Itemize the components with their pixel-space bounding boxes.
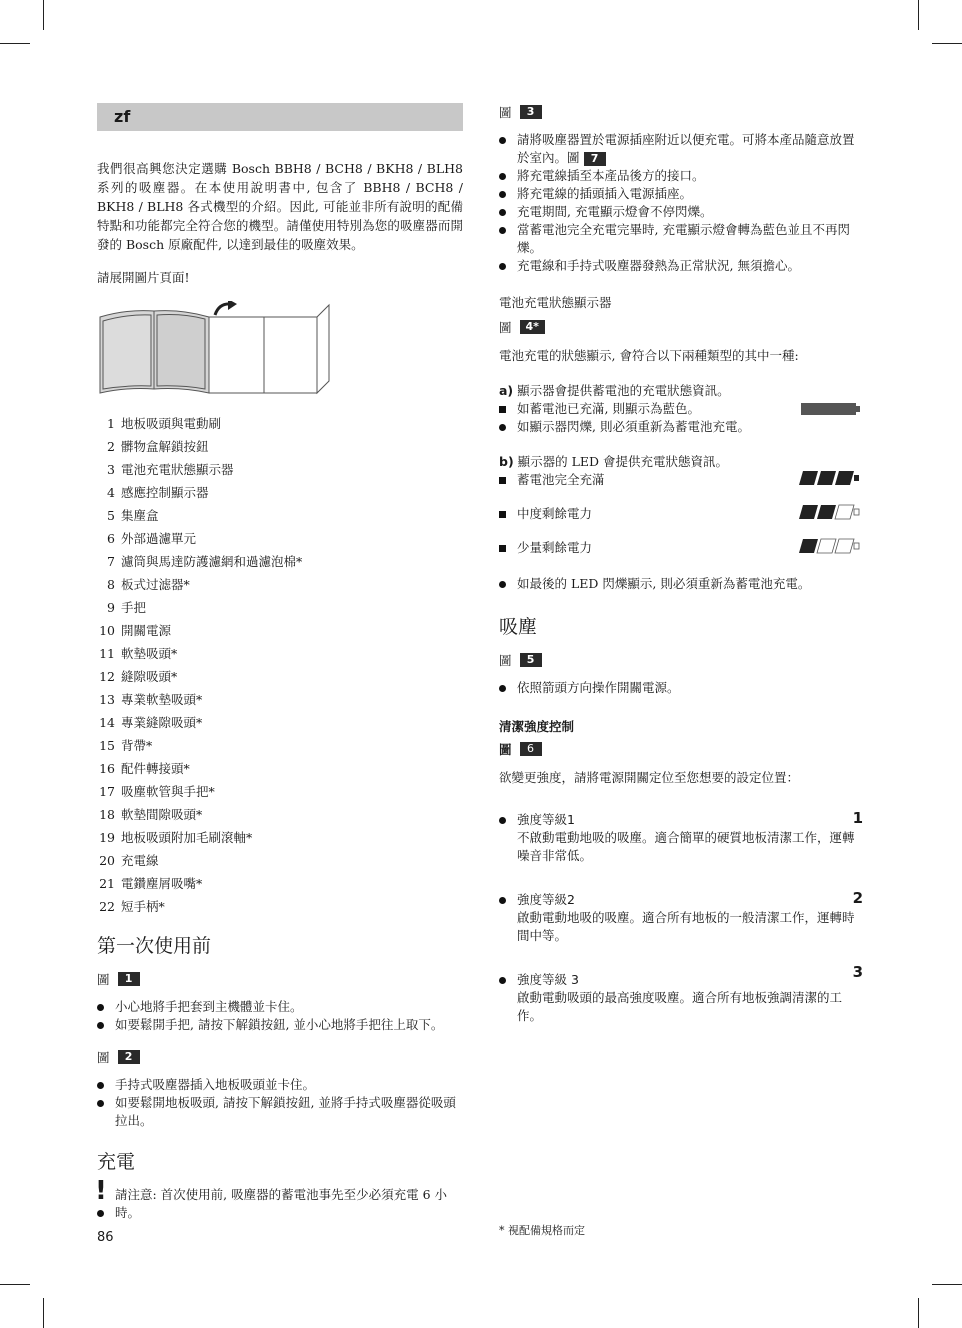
crop-mark (918, 0, 919, 30)
type-a-block (499, 400, 865, 436)
unfold-note: 請展開圖片頁面! (97, 270, 190, 285)
led-level-row (499, 539, 865, 573)
bullet-list (97, 1076, 463, 1130)
battery-2-led-icon (799, 503, 861, 521)
list-item: 將充電線的插頭插入電源插座。 (499, 185, 865, 203)
list-item: 2 強度等級2 啟動電動地吸的吸塵。適合所有地板的一般清潔工作，運轉時間中等。 (499, 891, 865, 945)
list-item: 當蓄電池完全充電完畢時, 充電顯示燈會轉為藍色並且不再閃爍。 (499, 221, 865, 257)
list-item: 9 手把 (107, 600, 147, 615)
figure-badge: 3 (520, 105, 542, 119)
list-item: 如要鬆開地板吸頭, 請按下解鎖按鈕, 並將手持式吸塵器從吸頭拉出。 (97, 1094, 463, 1130)
bullet-list (97, 998, 463, 1034)
crop-mark (932, 1284, 962, 1285)
crop-mark (932, 43, 962, 44)
language-header: zf (97, 103, 463, 131)
intro-paragraph: 我們很高興您決定選購 Bosch BBH8 / BCH8 / BKH8 / BLH8 系列的吸塵器。在本使用說明書中, 包含了 BBH8 / BCH8 / BKH8 / BLH8 各式機型的介紹。因此, 可能並非所有說明的配備特點和功能都完全符合您的機型。請僅使用特別為您的吸塵器而開發的 Bosch 原廠配件, 以達到最佳的吸塵效果。 (97, 161, 463, 252)
crop-mark (43, 1298, 44, 1328)
figure-ref: 圖 3 (499, 103, 865, 121)
level-number: 2 (852, 889, 863, 907)
list-item: 充電線和手持式吸塵器發熱為正常狀況, 無須擔心。 (499, 257, 865, 275)
list-item: 1 地板吸頭與電動刷 (107, 416, 222, 431)
warning-note: ! 請注意: 首次使用前, 吸塵器的蓄電池事先至少必須充電 6 小時。 (95, 1176, 448, 1220)
crop-mark (43, 0, 44, 30)
led-level-row (499, 471, 865, 505)
figure-ref: 圖 1 (97, 970, 463, 988)
bullet-list (499, 679, 865, 697)
type-a-line: a) 顯示器會提供蓄電池的充電狀態資訊。 (499, 383, 730, 398)
list-item: 如最後的 LED 閃爍顯示, 則必須重新為蓄電池充電。 (499, 575, 865, 593)
list-item: 20 充電線 (99, 853, 159, 868)
figure-badge: 5 (520, 653, 542, 667)
list-item: 小心地將手把套到主機體並卡住。 (97, 998, 463, 1016)
crop-mark (0, 43, 30, 44)
list-item: 如蓄電池已充滿, 則顯示為藍色。 (499, 400, 865, 418)
level-number: 3 (852, 963, 863, 981)
figure-ref: 圖 4* (499, 318, 865, 336)
footnote: * 視配備規格而定 (499, 1224, 585, 1237)
figure-ref: 圖 5 (499, 651, 865, 669)
power-intro: 欲變更強度，請將電源開關定位至您想要的設定位置： (499, 770, 800, 785)
list-item: 蓄電池完全充滿 (499, 471, 865, 489)
figure-badge: 6 (520, 742, 542, 756)
fold-out-pages-icon (97, 301, 463, 396)
list-item: 8 板式过滤器* (107, 577, 190, 592)
right-column (499, 103, 865, 1025)
figure-ref: 圖 2 (97, 1048, 463, 1066)
list-item: 將充電線插至本產品後方的接口。 (499, 167, 865, 185)
bullet-list (499, 400, 865, 418)
battery-intro: 電池充電的狀態顯示, 會符合以下兩種類型的其中一種: (499, 348, 799, 363)
bullet-list (499, 575, 865, 593)
list-item: 依照箭頭方向操作開關電源。 (499, 679, 865, 697)
list-item: 6 外部過濾單元 (107, 531, 197, 546)
list-item: 少量剩餘電力 (499, 539, 865, 557)
figure-badge: 7 (584, 152, 606, 166)
led-level-row (499, 505, 865, 539)
power-levels (499, 811, 865, 1025)
list-item: 17 吸塵軟管與手把* (99, 784, 215, 799)
figure-ref: 圖 6 (499, 740, 865, 758)
list-item: 1 強度等級1 不啟動電動地吸的吸塵。適合簡單的硬質地板清潔工作，運轉噪音非常低。 (499, 811, 865, 865)
figure-badge: 4* (520, 320, 545, 334)
list-item: 充電期間, 充電顯示燈會不停閃爍。 (499, 203, 865, 221)
bullet-list (499, 131, 865, 275)
list-item: 4 感應控制顯示器 (107, 485, 209, 500)
type-b-line: b) 顯示器的 LED 會提供充電狀態資訊。 (499, 454, 729, 469)
warning-icon: ! (95, 1176, 107, 1206)
list-item: 14 專業縫隙吸頭* (99, 715, 203, 730)
list-item: 手持式吸塵器插入地板吸頭並卡住。 (97, 1076, 463, 1094)
list-item: 5 集塵盒 (107, 508, 159, 523)
subsection-heading-battery: 電池充電狀態顯示器 (499, 295, 612, 310)
crop-mark (918, 1298, 919, 1328)
figure-badge: 2 (118, 1050, 140, 1064)
list-item: 2 髒物盒解鎖按鈕 (107, 439, 209, 454)
list-item: 15 背帶* (99, 738, 153, 753)
list-item: 7 濾筒與馬達防護濾網和過濾泡棉* (107, 554, 303, 569)
figure-badge: 1 (118, 972, 140, 986)
list-item: 如顯示器閃爍, 則必須重新為蓄電池充電。 (499, 418, 865, 436)
crop-mark (0, 1284, 30, 1285)
section-heading-first-use: 第一次使用前 (97, 935, 212, 957)
list-item: 11 軟墊吸頭* (99, 646, 178, 661)
list-item: 10 開關電源 (99, 623, 172, 638)
list-item: 19 地板吸頭附加毛刷滾軸* (99, 830, 253, 845)
section-heading-charging: 充電 (97, 1151, 136, 1173)
list-item: 12 縫隙吸頭* (99, 669, 178, 684)
battery-3-led-icon (799, 469, 861, 487)
unfold-illustration (97, 301, 463, 396)
left-column (97, 103, 463, 1222)
parts-list (97, 412, 463, 918)
list-item: 中度剩餘電力 (499, 505, 865, 523)
bullet-list (499, 418, 865, 436)
section-heading-suction: 吸塵 (499, 616, 538, 638)
list-item: 21 電鑽塵屑吸嘴* (99, 876, 203, 891)
subsection-heading-power: 清潔強度控制 (499, 719, 575, 734)
battery-1-led-icon (799, 537, 861, 555)
list-item: 22 短手柄* (99, 899, 165, 914)
list-item: 3 強度等級 3 啟動電動吸頭的最高強度吸塵。適合所有地板強調清潔的工作。 (499, 971, 865, 1025)
list-item: 請將吸塵器置於電源插座附近以便充電。可將本產品隨意放置於室內。圖 7 (499, 131, 865, 167)
list-item: 18 軟墊間隙吸頭* (99, 807, 203, 822)
list-item: 13 專業軟墊吸頭* (99, 692, 203, 707)
list-item: 16 配件轉接頭* (99, 761, 190, 776)
page-number: 86 (97, 1230, 114, 1245)
level-number: 1 (852, 809, 863, 827)
list-item: 如要鬆開手把, 請按下解鎖按鈕, 並小心地將手把往上取下。 (97, 1016, 463, 1034)
list-item: 3 電池充電狀態顯示器 (107, 462, 234, 477)
